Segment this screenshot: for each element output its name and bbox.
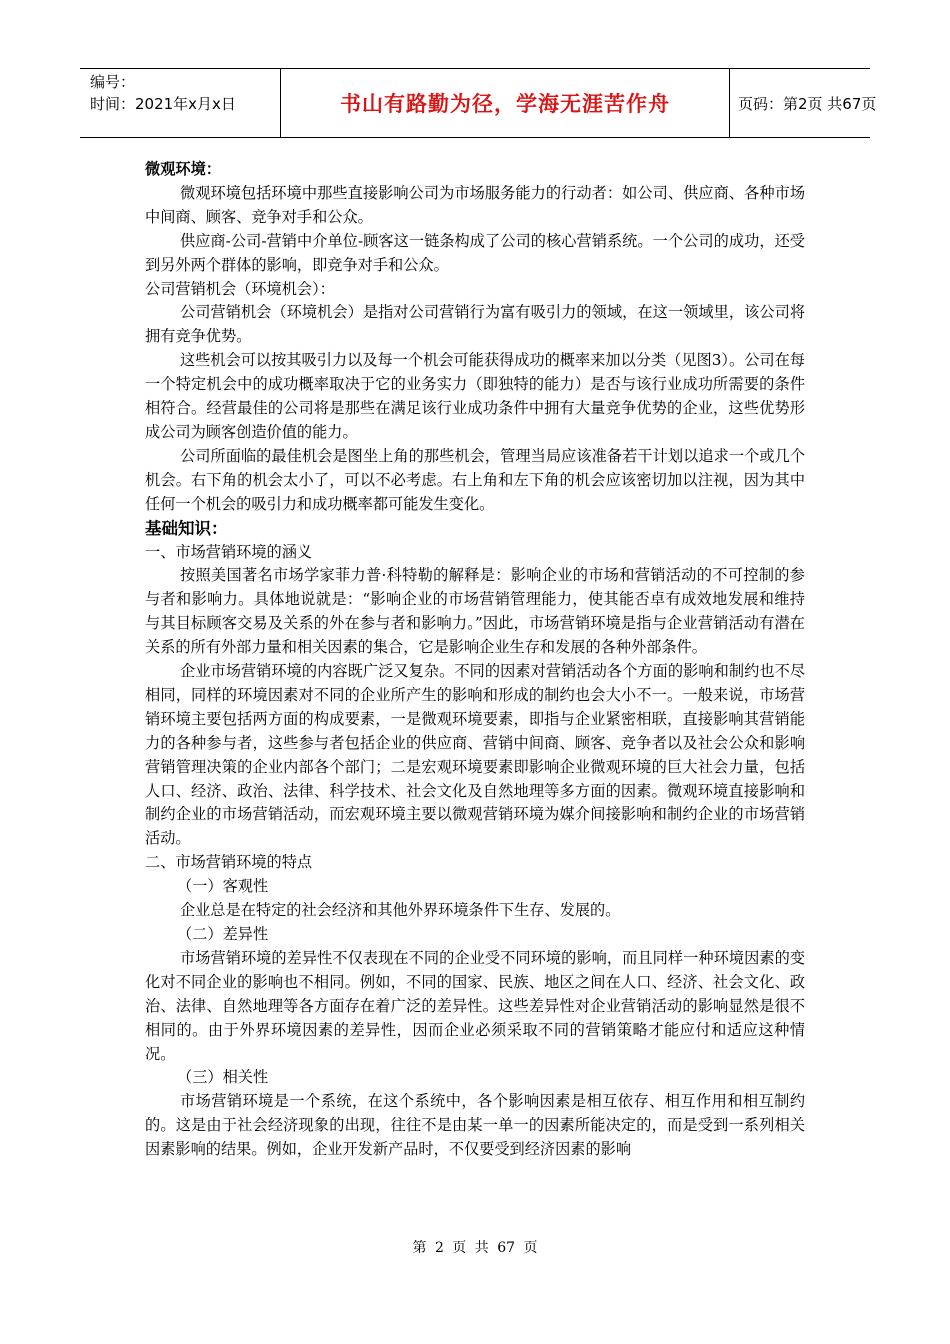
paragraph: 公司所面临的最佳机会是图坐上角的那些机会，管理当局应该准备若干计划以追求一个或几个机会。右下角的机会太小了，可以不必考虑。右上角和左下角的机会应该密切加以注视，因为其中任何一个机会的吸引力和成功概率都可能发生变化。 <box>145 446 805 513</box>
paragraph: 企业市场营销环境的内容既广泛又复杂。不同的因素对营销活动各个方面的影响和制约也不尽相同，同样的环境因素对不同的企业所产生的影响和形成的制约也会大小不一。一般来说，市场营销环境主要包括两方面的构成要素，一是微观环境要素，即指与企业紧密相联，直接影响其营销能力的各种参与者，这些参与者包括企业的供应商、营销中间商、顾客、竞争者以及社会公众和影响营销管理决策的企业内部各个部门；二是宏观环境要素即影响企业微观环境的巨大社会力量，包括人口、经济、政治、法律、科学技术、社会文化及自然地理等多方面的因素。微观环境直接影响和制约企业的市场营销活动，而宏观环境主要以微观营销环境为媒介间接影响和制约企业的市场营销活动。 <box>145 662 805 848</box>
date-label: 时间：2021年x月x日 <box>90 95 236 113</box>
item-heading: （二）差异性 <box>177 925 269 943</box>
section-heading-micro-environment: 微观环境： <box>145 160 221 178</box>
header-motto: 书山有路勤为径，学海无涯苦作舟 <box>340 92 670 116</box>
paragraph: 供应商-公司-营销中介单位-顾客这一链条构成了公司的核心营销系统。一个公司的成功，还受到另外两个群体的影响，即竞争对手和公众。 <box>145 231 805 274</box>
serial-number-label: 编号： <box>90 73 136 91</box>
section-heading-opportunity: 公司营销机会（环境机会）： <box>145 279 335 298</box>
paragraph: 这些机会可以按其吸引力以及每一个机会可能获得成功的概率来加以分类（见图3）。公司在每一个特定机会中的成功概率取决于它的业务实力（即独特的能力）是否与该行业成功所需要的条件相符合。经营最佳的公司将是那些在满足该行业成功条件中拥有大量竞争优势的企业，这些优势形成公司为顾客创造价值的能力。 <box>145 351 805 441</box>
item-heading: （三）相关性 <box>177 1068 269 1087</box>
subsection-heading: 一、市场营销环境的涵义 <box>145 542 313 561</box>
subsection-heading: 二、市场营销环境的特点 <box>145 853 313 872</box>
item-heading: （一）客观性 <box>177 877 269 896</box>
header-right-cell <box>730 69 877 137</box>
page-footer: 第 2 页 共 67 页 <box>412 1240 538 1256</box>
header-motto-cell <box>280 69 730 137</box>
paragraph: 市场营销环境是一个系统，在这个系统中，各个影响因素是相互依存、相互作用和相互制约的。这是由于社会经济现象的出现，往往不是由某一单一的因素所能决定的，而是受到一系列相关因素影响的结果。例如，企业开发新产品时，不仅要受到经济因素的影响 <box>145 1092 805 1159</box>
paragraph: 微观环境包括环境中那些直接影响公司为市场服务能力的行动者：如公司、供应商、各种市场中间商、顾客、竞争对手和公众。 <box>145 183 805 226</box>
header-left-cell <box>80 69 280 137</box>
paragraph: 按照美国著名市场学家菲力普·科特勒的解释是：影响企业的市场和营销活动的不可控制的参与者和影响力。具体地说就是：“影响企业的市场营销管理能力，使其能否卓有成效地发展和维持与其目标顾客交易及关系的外在参与者和影响力。”因此，市场营销环境是指与企业营销活动有潜在关系的所有外部力量和相关因素的集合，它是影响企业生存和发展的各种外部条件。 <box>145 566 805 657</box>
section-heading-basics: 基础知识： <box>145 518 228 538</box>
paragraph: 企业总是在特定的社会经济和其他外界环境条件下生存、发展的。 <box>179 901 621 920</box>
document-body <box>145 158 805 1162</box>
paragraph: 公司营销机会（环境机会）是指对公司营销行为富有吸引力的领域，在这一领域里，该公司将拥有竞争优势。 <box>145 303 805 346</box>
page-header <box>80 68 877 138</box>
paragraph: 市场营销环境的差异性不仅表现在不同的企业受不同环境的影响，而且同样一种环境因素的变化对不同企业的影响也不相同。例如，不同的国家、民族、地区之间在人口、经济、社会文化、政治、法律、自然地理等各方面存在着广泛的差异性。这些差异性对企业营销活动的影响显然是很不相同的。由于外界环境因素的差异性，因而企业必须采取不同的营销策略才能应付和适应这种情况。 <box>145 948 805 1063</box>
page-code-label: 页码：第2页 共67页 <box>738 95 877 113</box>
